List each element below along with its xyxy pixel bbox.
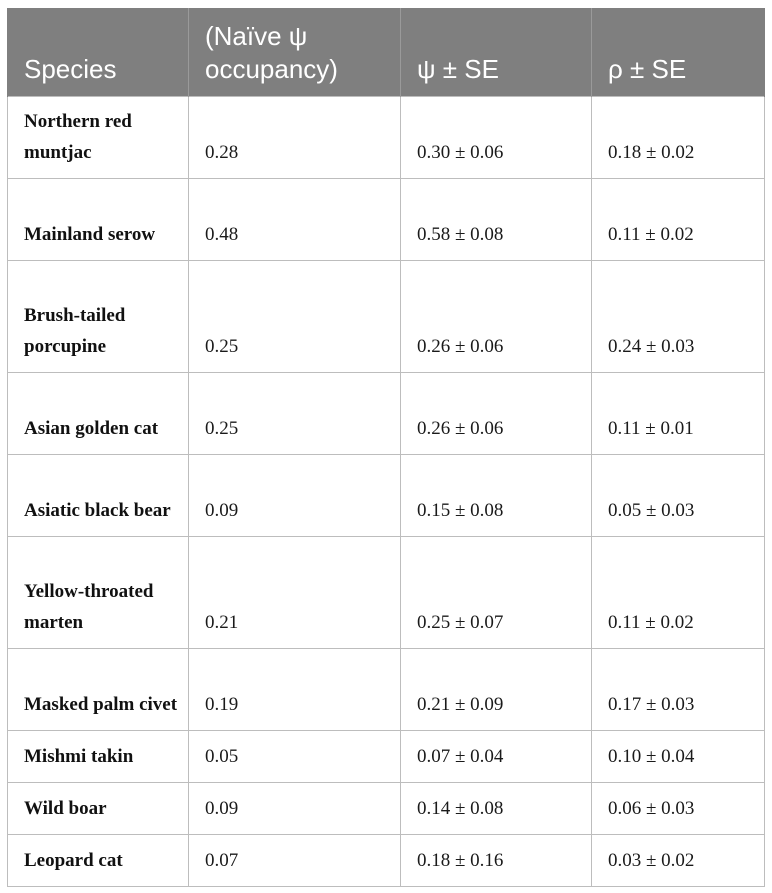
rho-cell: 0.11 ± 0.02 <box>592 179 765 261</box>
species-cell: Asian golden cat <box>8 373 189 455</box>
table-row <box>8 179 765 261</box>
rho-cell: 0.10 ± 0.04 <box>592 731 765 783</box>
table-row <box>8 261 765 373</box>
naive-cell: 0.05 <box>189 731 401 783</box>
rho-cell: 0.03 ± 0.02 <box>592 835 765 887</box>
psi-cell: 0.58 ± 0.08 <box>401 179 592 261</box>
species-cell: Masked palm civet <box>8 649 189 731</box>
header-naive-occupancy: (Naïve ψ occupancy) <box>189 9 401 97</box>
header-row <box>8 9 765 97</box>
naive-cell: 0.21 <box>189 537 401 649</box>
species-cell: Northern red muntjac <box>8 97 189 179</box>
naive-cell: 0.07 <box>189 835 401 887</box>
naive-cell: 0.25 <box>189 373 401 455</box>
psi-cell: 0.15 ± 0.08 <box>401 455 592 537</box>
rho-cell: 0.06 ± 0.03 <box>592 783 765 835</box>
psi-cell: 0.14 ± 0.08 <box>401 783 592 835</box>
header-rho-se: ρ ± SE <box>592 9 765 97</box>
table-row <box>8 783 765 835</box>
psi-cell: 0.26 ± 0.06 <box>401 261 592 373</box>
psi-cell: 0.21 ± 0.09 <box>401 649 592 731</box>
naive-cell: 0.09 <box>189 455 401 537</box>
header-psi-se: ψ ± SE <box>401 9 592 97</box>
species-cell: Brush-tailed porcupine <box>8 261 189 373</box>
rho-cell: 0.11 ± 0.02 <box>592 537 765 649</box>
naive-cell: 0.19 <box>189 649 401 731</box>
psi-cell: 0.26 ± 0.06 <box>401 373 592 455</box>
naive-cell: 0.48 <box>189 179 401 261</box>
occupancy-table <box>7 8 765 887</box>
psi-cell: 0.18 ± 0.16 <box>401 835 592 887</box>
table-row <box>8 537 765 649</box>
table-row <box>8 649 765 731</box>
header-species: Species <box>8 9 189 97</box>
species-cell: Leopard cat <box>8 835 189 887</box>
species-cell: Mainland serow <box>8 179 189 261</box>
psi-cell: 0.07 ± 0.04 <box>401 731 592 783</box>
rho-cell: 0.11 ± 0.01 <box>592 373 765 455</box>
naive-cell: 0.09 <box>189 783 401 835</box>
rho-cell: 0.17 ± 0.03 <box>592 649 765 731</box>
table-row <box>8 731 765 783</box>
rho-cell: 0.05 ± 0.03 <box>592 455 765 537</box>
psi-cell: 0.25 ± 0.07 <box>401 537 592 649</box>
species-cell: Asiatic black bear <box>8 455 189 537</box>
species-cell: Yellow-throated marten <box>8 537 189 649</box>
psi-cell: 0.30 ± 0.06 <box>401 97 592 179</box>
table-row <box>8 373 765 455</box>
table-row <box>8 835 765 887</box>
table-row <box>8 455 765 537</box>
naive-cell: 0.25 <box>189 261 401 373</box>
table-row <box>8 97 765 179</box>
naive-cell: 0.28 <box>189 97 401 179</box>
rho-cell: 0.18 ± 0.02 <box>592 97 765 179</box>
rho-cell: 0.24 ± 0.03 <box>592 261 765 373</box>
species-cell: Wild boar <box>8 783 189 835</box>
species-cell: Mishmi takin <box>8 731 189 783</box>
